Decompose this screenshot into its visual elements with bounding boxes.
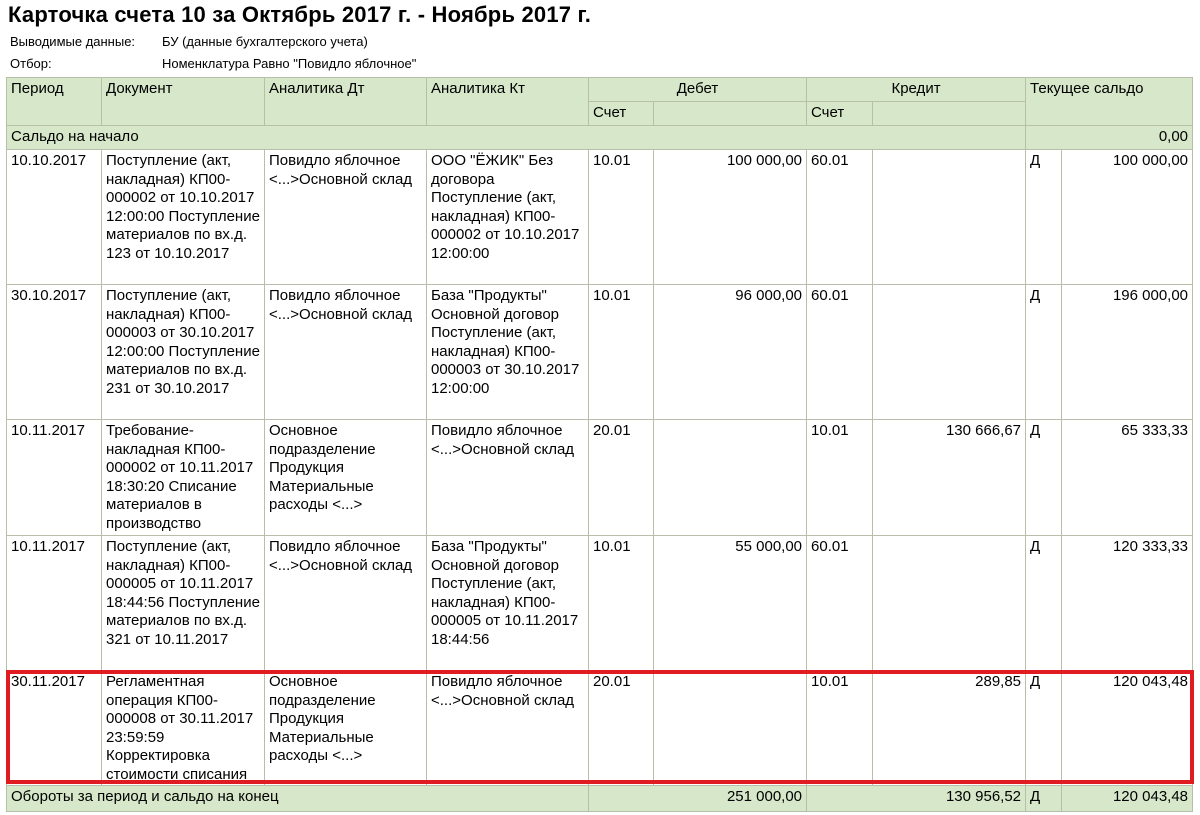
cell-credit-account: 60.01: [807, 536, 873, 671]
table-row: [7, 536, 1193, 671]
cell-document: Поступление (акт, накладная) КП00-000002 от 10.10.2017 12:00:00 Поступление материалов по вх.д. 123 от 10.10.2017: [102, 150, 265, 285]
cell-period: 30.11.2017: [7, 671, 102, 786]
cell-analytics-kt: База "Продукты" Основной договор Поступление (акт, накладная) КП00-000003 от 30.10.2017 12:00:00: [427, 285, 589, 420]
cell-analytics-dt: Повидло яблочное <...>Основной склад: [265, 150, 427, 285]
header-debit-account: Счет: [589, 102, 654, 126]
cell-period: 10.11.2017: [7, 536, 102, 671]
account-card-table: [6, 77, 1193, 812]
cell-balance-side: Д: [1026, 150, 1062, 285]
cell-document: Регламентная операция КП00-000008 от 30.11.2017 23:59:59 Корректировка стоимости списания: [102, 671, 265, 786]
cell-credit-amount: [873, 285, 1026, 420]
totals-balance-side: Д: [1026, 785, 1062, 811]
cell-balance-side: Д: [1026, 671, 1062, 786]
header-debit-amount: [654, 102, 807, 126]
cell-balance: 120 333,33: [1062, 536, 1193, 671]
cell-balance-side: Д: [1026, 536, 1062, 671]
cell-credit-account: 10.01: [807, 420, 873, 536]
cell-analytics-kt: Повидло яблочное <...>Основной склад: [427, 671, 589, 786]
cell-period: 10.11.2017: [7, 420, 102, 536]
cell-debit-account: 10.01: [589, 285, 654, 420]
header-analytics-kt: Аналитика Кт: [427, 78, 589, 126]
cell-balance-side: Д: [1026, 285, 1062, 420]
cell-analytics-kt: ООО "ЁЖИК" Без договора Поступление (акт, накладная) КП00-000002 от 10.10.2017 12:00:00: [427, 150, 589, 285]
cell-debit-amount: 55 000,00: [654, 536, 807, 671]
cell-debit-amount: 96 000,00: [654, 285, 807, 420]
header-document: Документ: [102, 78, 265, 126]
cell-debit-account: 10.01: [589, 150, 654, 285]
table-row: [7, 285, 1193, 420]
cell-analytics-kt: Повидло яблочное <...>Основной склад: [427, 420, 589, 536]
totals-label: Обороты за период и сальдо на конец: [7, 785, 589, 811]
cell-balance: 100 000,00: [1062, 150, 1193, 285]
header-balance: Текущее сальдо: [1026, 78, 1193, 126]
cell-credit-amount: 289,85: [873, 671, 1026, 786]
cell-analytics-dt: Основное подразделение Продукция Материальные расходы <...>: [265, 420, 427, 536]
cell-balance: 120 043,48: [1062, 671, 1193, 786]
cell-analytics-kt: База "Продукты" Основной договор Поступление (акт, накладная) КП00-000005 от 10.11.2017 18:44:56: [427, 536, 589, 671]
header-credit: Кредит: [807, 78, 1026, 102]
cell-document: Поступление (акт, накладная) КП00-000005 от 10.11.2017 18:44:56 Поступление материалов по вх.д. 321 от 10.11.2017: [102, 536, 265, 671]
header-debit: Дебет: [589, 78, 807, 102]
opening-balance-label: Сальдо на начало: [7, 126, 1026, 150]
cell-period: 10.10.2017: [7, 150, 102, 285]
table-row: [7, 150, 1193, 285]
table-row: [7, 420, 1193, 536]
cell-debit-account: 20.01: [589, 420, 654, 536]
cell-debit-amount: [654, 671, 807, 786]
cell-credit-amount: [873, 150, 1026, 285]
cell-credit-account: 10.01: [807, 671, 873, 786]
cell-credit-amount: 130 666,67: [873, 420, 1026, 536]
cell-debit-amount: [654, 420, 807, 536]
cell-document: Требование-накладная КП00-000002 от 10.11.2017 18:30:20 Списание материалов в производство: [102, 420, 265, 536]
cell-document: Поступление (акт, накладная) КП00-000003 от 30.10.2017 12:00:00 Поступление материалов по вх.д. 231 от 30.10.2017: [102, 285, 265, 420]
cell-credit-amount: [873, 536, 1026, 671]
report-title: Карточка счета 10 за Октябрь 2017 г. - Ноябрь 2017 г.: [8, 2, 592, 27]
cell-credit-account: 60.01: [807, 150, 873, 285]
header-row-1: [7, 78, 1193, 102]
output-label: Выводимые данные:: [10, 34, 136, 49]
cell-analytics-dt: Основное подразделение Продукция Материальные расходы <...>: [265, 671, 427, 786]
cell-debit-account: 20.01: [589, 671, 654, 786]
totals-row: [7, 785, 1193, 811]
totals-balance: 120 043,48: [1062, 785, 1193, 811]
cell-balance: 196 000,00: [1062, 285, 1193, 420]
cell-analytics-dt: Повидло яблочное <...>Основной склад: [265, 536, 427, 671]
header-period: Период: [7, 78, 102, 126]
header-analytics-dt: Аналитика Дт: [265, 78, 427, 126]
filter-label: Отбор:: [10, 56, 52, 71]
cell-debit-account: 10.01: [589, 536, 654, 671]
totals-credit: 130 956,52: [807, 785, 1026, 811]
opening-balance-value: 0,00: [1026, 126, 1193, 150]
header-credit-amount: [873, 102, 1026, 126]
filter-value: Номенклатура Равно "Повидло яблочное": [162, 56, 417, 71]
cell-credit-account: 60.01: [807, 285, 873, 420]
totals-debit: 251 000,00: [589, 785, 807, 811]
cell-debit-amount: 100 000,00: [654, 150, 807, 285]
header-credit-account: Счет: [807, 102, 873, 126]
cell-balance: 65 333,33: [1062, 420, 1193, 536]
cell-analytics-dt: Повидло яблочное <...>Основной склад: [265, 285, 427, 420]
output-value: БУ (данные бухгалтерского учета): [162, 34, 368, 49]
opening-balance-row: [7, 126, 1193, 150]
cell-balance-side: Д: [1026, 420, 1062, 536]
table-row-highlighted: [7, 671, 1193, 786]
cell-period: 30.10.2017: [7, 285, 102, 420]
